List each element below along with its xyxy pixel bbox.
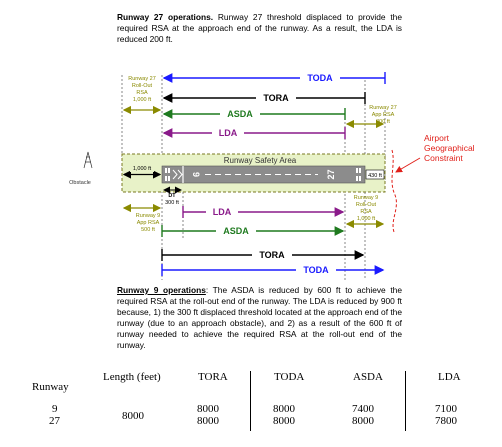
svg-text:Roll-Out: Roll-Out <box>131 83 153 89</box>
rwy9-rollout-rsa-label <box>354 195 378 222</box>
svg-text:500 ft: 500 ft <box>141 227 155 233</box>
geographic-constraint-label <box>424 133 475 163</box>
svg-text:Runway 27: Runway 27 <box>369 105 397 111</box>
header-length: Length (feet) <box>103 371 161 383</box>
constraint-boundary-line <box>392 150 396 232</box>
svg-text:1,000 ft: 1,000 ft <box>132 97 152 103</box>
row-27-toda: 8000 <box>273 415 295 427</box>
row-27-asda: 8000 <box>352 415 374 427</box>
row-27-runway: 27 <box>49 415 60 427</box>
tora-top-arrow <box>164 92 365 104</box>
row-9-tora: 8000 <box>197 403 219 415</box>
svg-text:Airport: Airport <box>424 133 450 143</box>
row-9-lda: 7100 <box>435 403 457 415</box>
toda-top-arrow <box>164 72 385 84</box>
svg-text:1,000 ft: 1,000 ft <box>356 216 376 222</box>
svg-text:DT: DT <box>168 193 176 199</box>
runway-9-body: : The ASDA is reduced by 600 ft to achieve the required RSA at the roll-out end of the runway. The LDA is reduced by 900 ft because, 1) the 300 ft displaced threshold located at the approach end of the runway (due to an approach obstacle), and 2) as a result of the 600 ft of runway needed to achieve the required RSA at the roll-out end of the runway. <box>117 285 402 350</box>
toda-bottom-label: TODA <box>303 265 329 275</box>
left-rsa-dimension-label: 1,000 ft <box>132 166 152 172</box>
svg-text:App RSA: App RSA <box>136 220 160 226</box>
asda-top-arrow <box>164 108 345 120</box>
row-9-runway: 9 <box>52 403 58 415</box>
svg-text:Constraint: Constraint <box>424 153 463 163</box>
runway-27-paragraph <box>117 12 402 45</box>
asda-top-label: ASDA <box>227 109 253 119</box>
table-divider-1 <box>250 371 251 431</box>
header-tora: TORA <box>198 371 228 383</box>
shared-length: 8000 <box>122 410 144 422</box>
row-27-tora: 8000 <box>197 415 219 427</box>
rwy27-rollout-rsa-label <box>128 76 156 103</box>
right-rsa-dimension-label: 430 ft <box>368 173 382 179</box>
tora-bottom-arrow <box>162 249 363 261</box>
lda-top-label: LDA <box>218 128 238 138</box>
obstacle-label: Obstacle <box>69 180 91 186</box>
svg-text:Runway 9: Runway 9 <box>135 213 161 219</box>
row-9-toda: 8000 <box>273 403 295 415</box>
runway-safety-area-label: Runway Safety Area <box>223 156 297 165</box>
header-lda: LDA <box>438 371 461 383</box>
runway-9-number: 9 <box>191 171 201 178</box>
svg-text:App RSA: App RSA <box>371 112 395 118</box>
tora-bottom-label: TORA <box>259 250 285 260</box>
asda-bottom-label: ASDA <box>223 226 249 236</box>
runway-27-body: Runway 27 threshold displaced to provide the required RSA at the approach end of the runway. As a result, the LDA is reduced 200 ft. <box>117 12 403 44</box>
displaced-threshold-label <box>165 193 179 206</box>
header-toda: TODA <box>274 371 305 383</box>
svg-text:300 ft: 300 ft <box>165 200 179 206</box>
runway-27-number: 27 <box>326 169 336 180</box>
header-runway: Runway <box>32 381 69 393</box>
runway-distance-diagram <box>0 60 502 285</box>
lda-bottom-label: LDA <box>212 207 232 217</box>
toda-bottom-arrow <box>162 264 383 276</box>
svg-text:RSA: RSA <box>360 209 372 215</box>
svg-text:Geographical: Geographical <box>424 143 475 153</box>
obstacle-icon <box>84 152 92 168</box>
rwy27-app-rsa-label <box>369 105 397 125</box>
runway-9-paragraph <box>117 285 402 351</box>
table-divider-2 <box>405 371 406 431</box>
row-9-asda: 7400 <box>352 403 374 415</box>
tora-top-label: TORA <box>263 93 289 103</box>
runway-9-heading: Runway 9 operations <box>117 285 206 295</box>
svg-text:800 ft: 800 ft <box>376 119 390 125</box>
svg-text:Runway 27: Runway 27 <box>128 76 156 82</box>
header-asda: ASDA <box>353 371 383 383</box>
svg-text:RSA: RSA <box>136 90 148 96</box>
svg-text:Runway 9: Runway 9 <box>353 195 379 201</box>
runway-27-heading: Runway 27 operations. <box>117 12 214 22</box>
asda-bottom-arrow <box>162 225 343 237</box>
svg-text:Roll-Out: Roll-Out <box>355 202 377 208</box>
row-27-lda: 7800 <box>435 415 457 427</box>
lda-bottom-arrow <box>183 206 343 218</box>
lda-top-arrow <box>164 127 345 139</box>
rwy9-app-rsa-label <box>136 213 160 233</box>
toda-top-label: TODA <box>307 73 333 83</box>
